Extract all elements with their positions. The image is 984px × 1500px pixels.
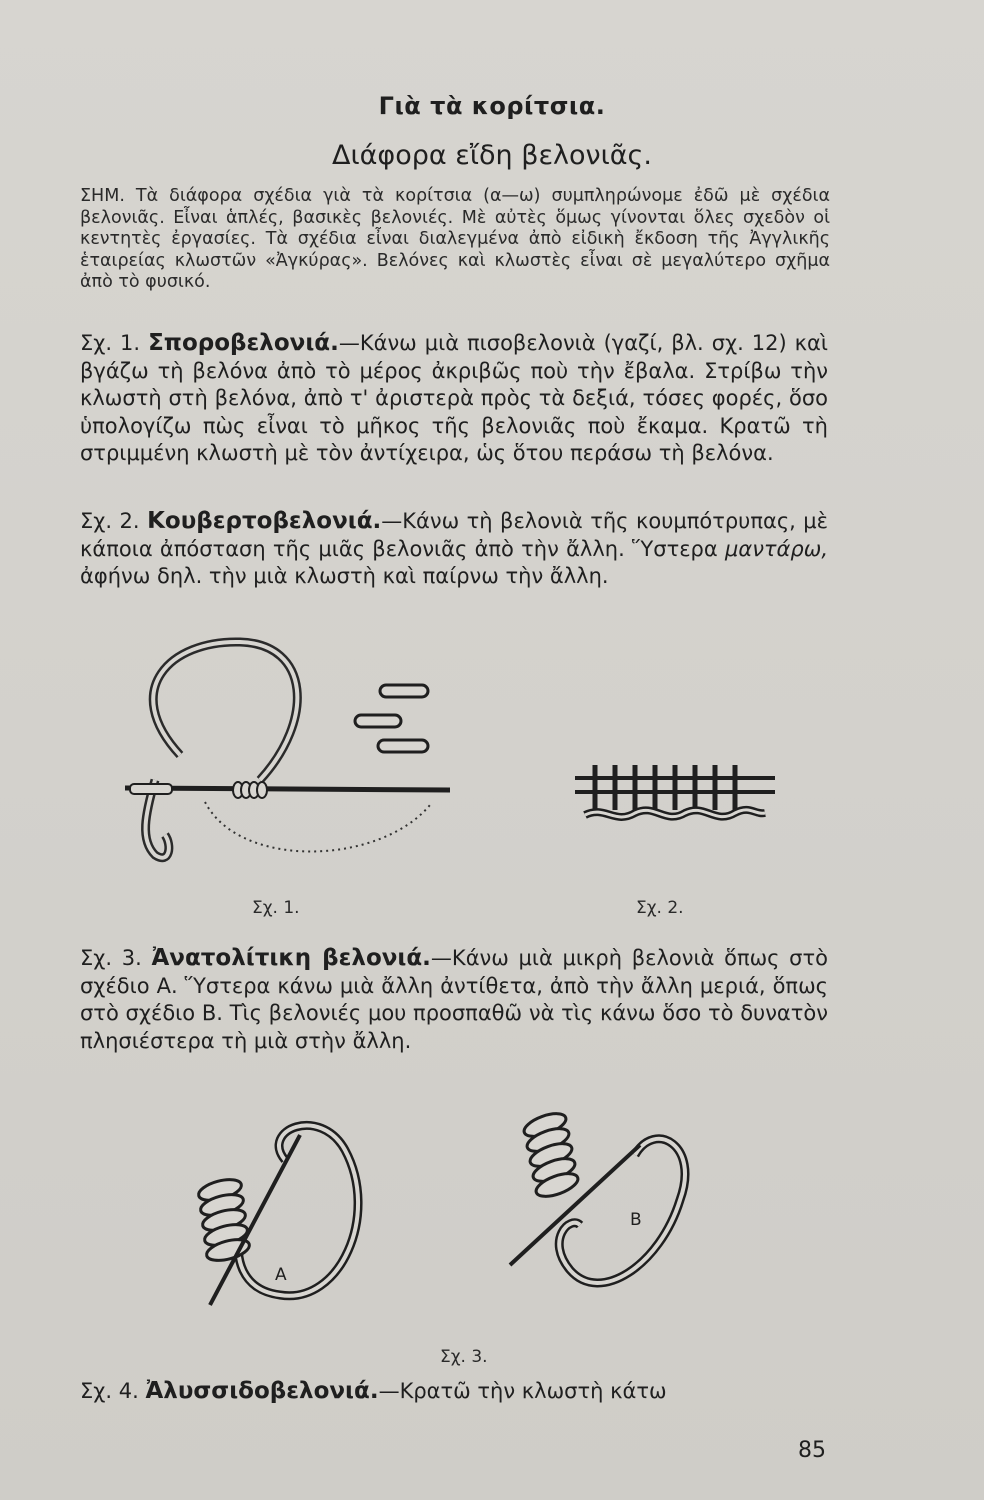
- stitch-name: Ἀνατολίτικη βελονιά.: [151, 945, 431, 971]
- stitch-description: —Κάνω τὴ βελονιὰ τῆς κουμπότρυπας, μὲ κάποια ἀπόσταση τῆς μιᾶς βελονιᾶς ἀπὸ τὴν ἄλλη. Ὕστερα: [80, 509, 829, 561]
- stitch-description: —Κάνω μιὰ μικρὴ βελονιὰ ὅπως στὸ σχέδιο Α. Ὕστερα κάνω μιὰ ἄλλη ἀντίθετα, ἀπὸ τὴν ἄλλη μεριά, ὅπως στὸ σχέδιο Β. Τὶς βελονιές μου προσπαθῶ νὰ τὶς κάνω ὅσο τὸ δυνατὸν πλησιέστερα τὴ μιὰ στὴν ἄλλη.: [80, 946, 828, 1053]
- stitch-name: Σποροβελονιά.: [148, 330, 339, 356]
- caption-fig3: Σχ. 3.: [440, 1347, 488, 1367]
- stitch-description: —Κρατῶ τὴν κλωστὴ κάτω: [378, 1379, 667, 1403]
- fig-number: Σχ. 4.: [80, 1379, 139, 1403]
- fig-number: Σχ. 1.: [80, 331, 141, 355]
- stitch-description-cont: ἀφήνω δηλ. τὴν μιὰ κλωστὴ καὶ παίρνω τὴν ἄλλη.: [80, 564, 609, 588]
- page-number: 85: [798, 1438, 826, 1463]
- figure-1-illustration: [110, 630, 470, 880]
- emphasis-word: μαντάρω,: [724, 536, 828, 561]
- figure-3-illustration: [180, 1105, 740, 1325]
- paragraph-fig2: [80, 508, 828, 591]
- stitch-name: Ἀλυσσιδοβελονιά.: [145, 1378, 379, 1404]
- figure-2-illustration: [575, 755, 775, 835]
- label-a: Α: [275, 1265, 287, 1285]
- note-paragraph: ΣΗΜ. Τὰ διάφορα σχέδια γιὰ τὰ κορίτσια (α—ω) συμπληρώνομε ἐδῶ μὲ σχέδια βελονιᾶς. Εἶναι ἁπλές, βασικὲς βελονιές. Μὲ αὐτὲς ὅμως γίνονται ὅλες σχεδὸν οἱ κεντητὲς ἐργασίες. Τὰ σχέδια εἶναι διαλεγμένα ἀπὸ εἰδικὴ ἔκδοση τῆς Ἀγγλικῆς ἑταιρείας κλωστῶν «Ἀγκύρας». Βελόνες καὶ κλωστὲς εἶναι σὲ μεγαλύτερο σχῆμα ἀπὸ τὸ φυσικό.: [80, 186, 830, 293]
- section-heading: Διάφορα εἴδη βελονιᾶς.: [332, 140, 652, 171]
- blanket-stitches: [595, 765, 735, 810]
- label-b: Β: [630, 1210, 642, 1230]
- page-heading: Γιὰ τὰ κορίτσια.: [378, 92, 606, 120]
- paragraph-fig1: [80, 330, 828, 468]
- drawing-b: [510, 1109, 685, 1283]
- stitch-description: —Κάνω μιὰ πισοβελονιὰ (γαζί, βλ. σχ. 12) καὶ βγάζω τὴ βελόνα ἀπὸ τὸ μέρος ἀκριβῶς ποὺ τὴν ἔβαλα. Στρίβω τὴν κλωστὴ στὴ βελόνα, ἀπὸ τ' ἀριστερὰ πρὸς τὰ δεξιά, τόσες φορές, ὅσο ὑπολογίζω πὼς εἶναι τὸ μῆκος τῆς βελονιᾶς ποὺ ἔκαμα. Κρατῶ τὴ στριμμένη κλωστὴ μὲ τὸν ἀντίχειρα, ὡς ὅτου περάσω τὴ βελόνα.: [80, 331, 828, 465]
- needle-eye: [130, 784, 172, 794]
- caption-fig1: Σχ. 1.: [252, 898, 300, 918]
- paragraph-fig4: [80, 1378, 828, 1406]
- stitch-name: Κουβερτοβελονιά.: [147, 508, 382, 534]
- needle: [125, 788, 450, 790]
- dotted-path: [205, 802, 430, 852]
- caption-fig2: Σχ. 2.: [636, 898, 684, 918]
- fig-number: Σχ. 3.: [80, 946, 142, 970]
- paragraph-fig3: [80, 945, 828, 1055]
- seed-stitches: [355, 685, 428, 752]
- fig-number: Σχ. 2.: [80, 509, 140, 533]
- twisted-thread: [233, 782, 267, 798]
